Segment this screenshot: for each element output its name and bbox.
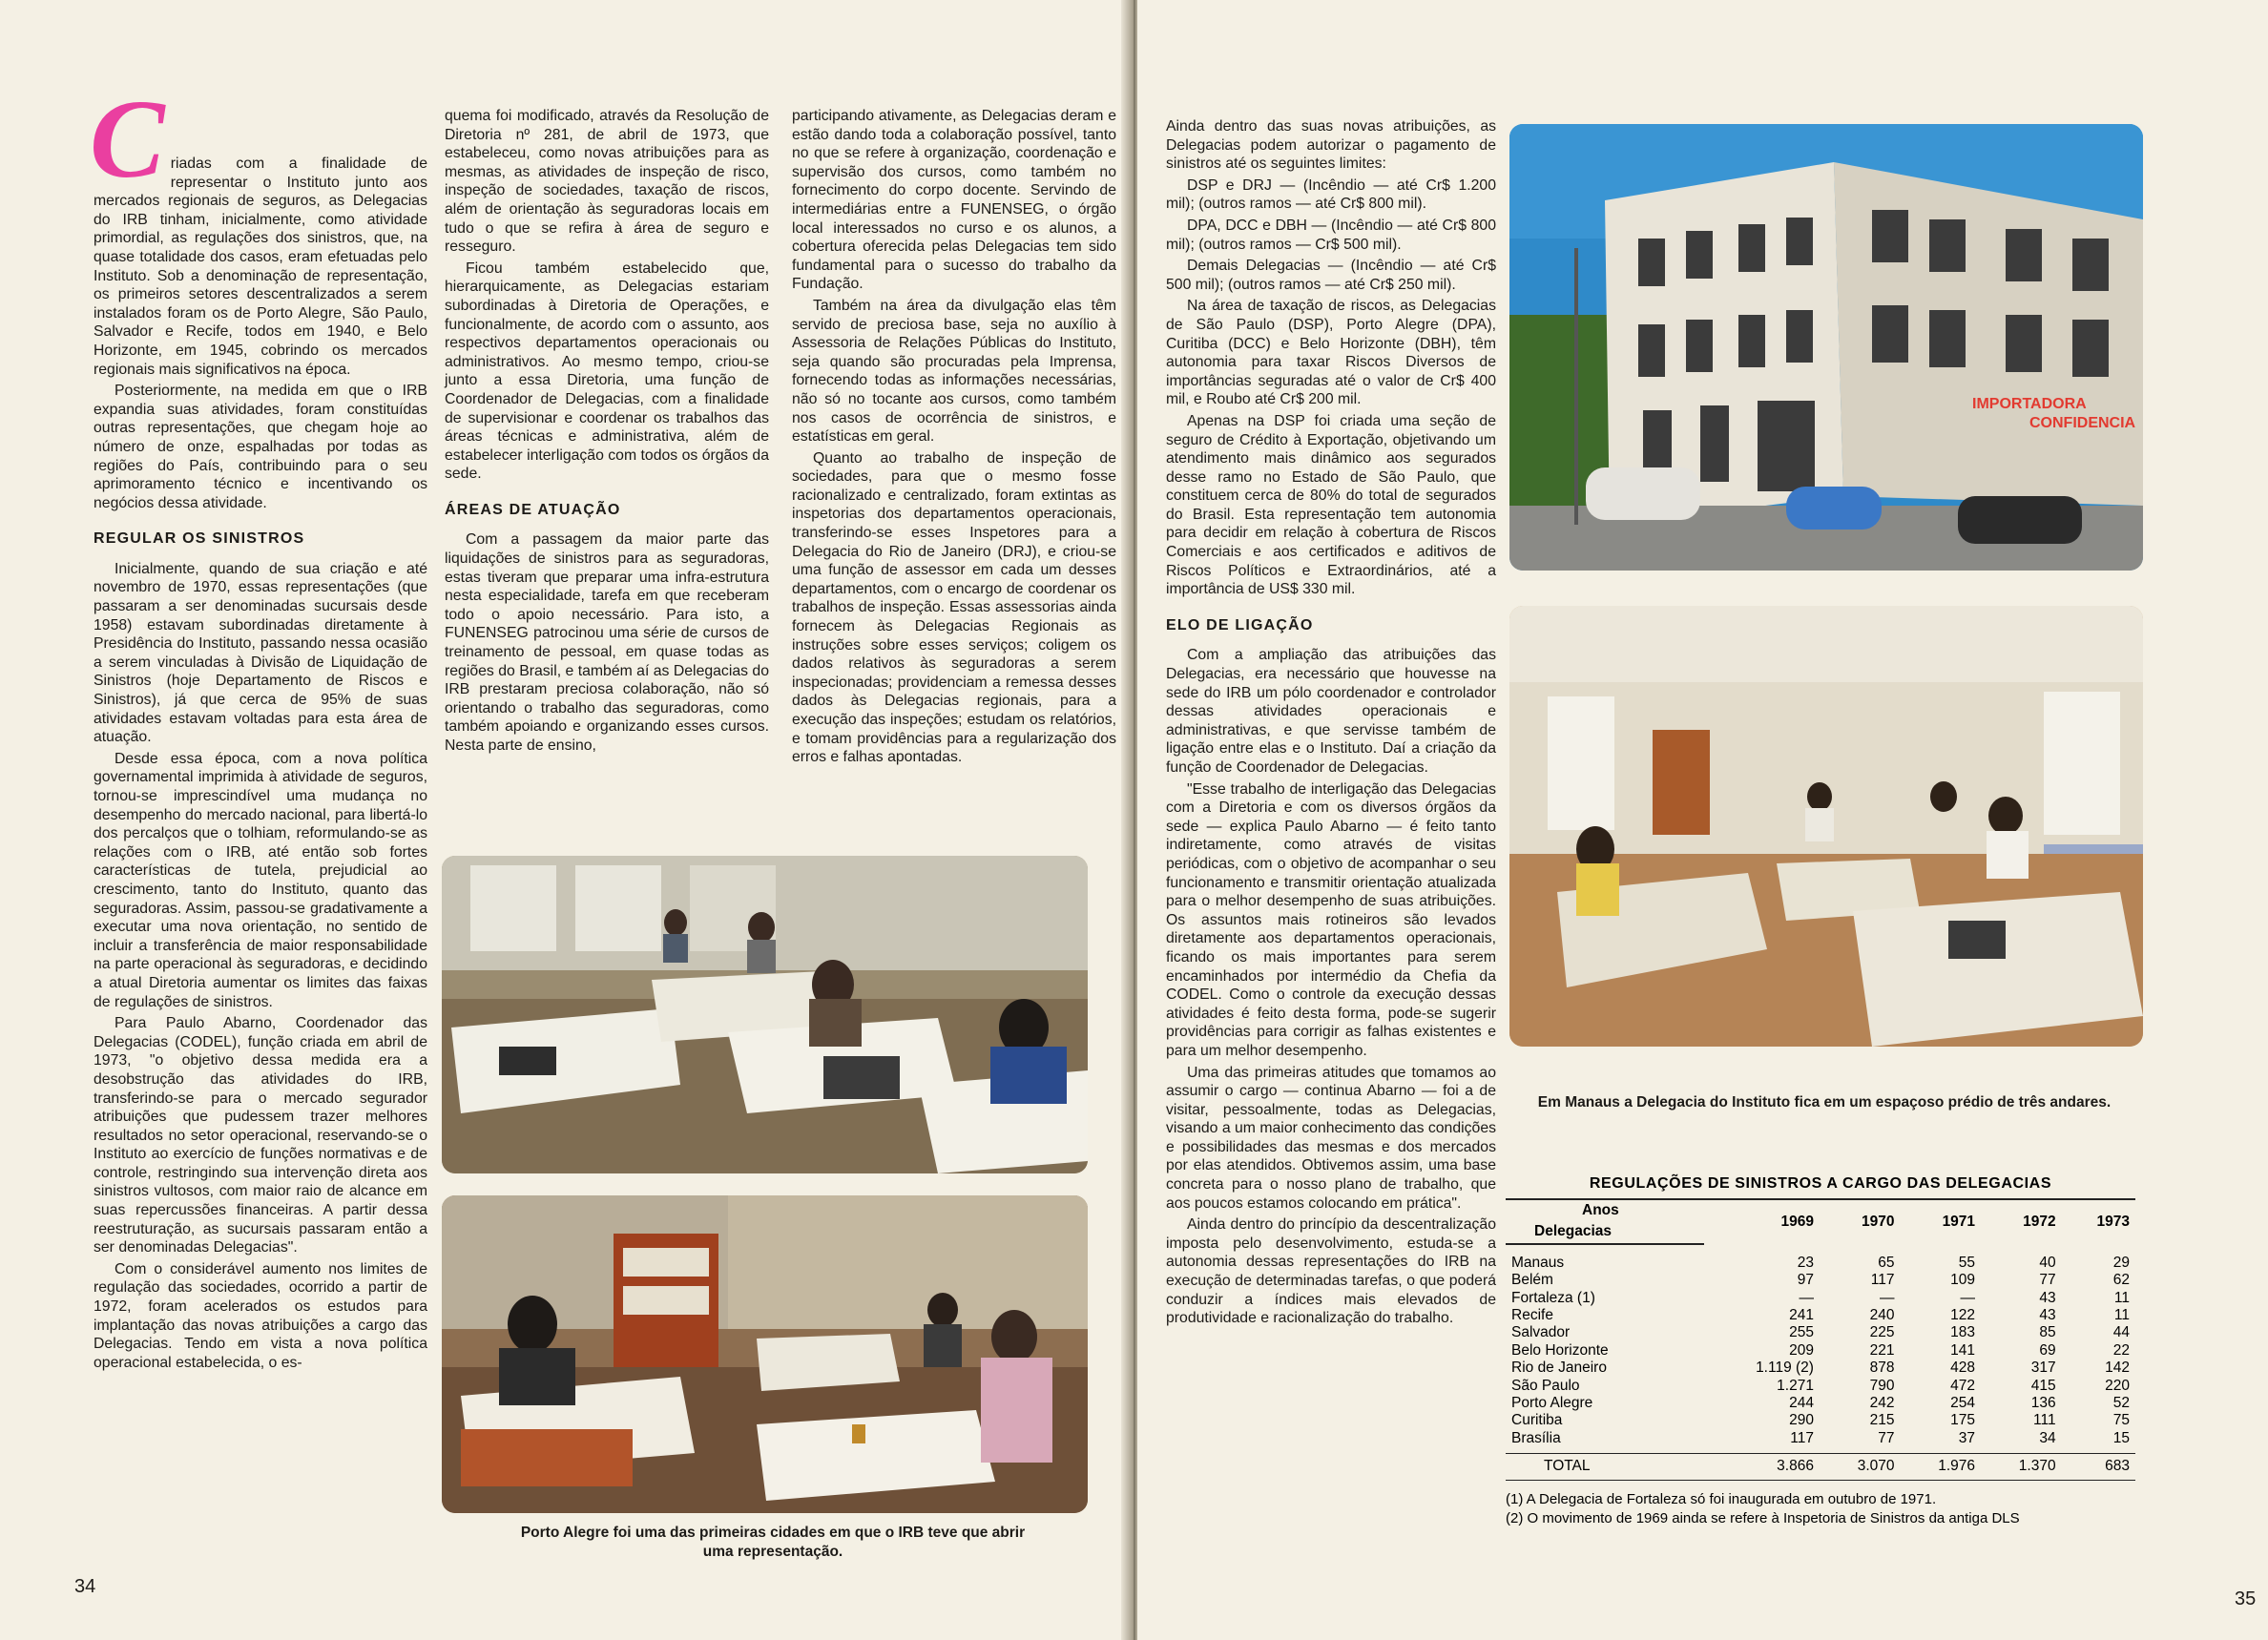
table-cell: 117 bbox=[1870, 1272, 1895, 1289]
table-cell: 175 bbox=[1950, 1412, 1976, 1429]
paragraph: Inicialmente, quando de sua criação e até novembro de 1970, essas representações (que passaram a ser denominadas sucursais desde 1958) estavam subordinadas diretamente à Presidência do Instituto, passando nessa ocasião a serem vinculadas à Divisão de Liquidação de Sinistros (hoje Departamento de Riscos e Sinistros), já que cerca de 95% de suas atividades estavam voltadas para esta área de atuação. bbox=[94, 560, 427, 746]
table-row bbox=[1506, 1395, 2135, 1412]
paragraph: Ainda dentro das suas novas atribuições, as Delegacias podem autorizar o pagamento de sinistros até os seguintes limites: bbox=[1166, 118, 1496, 173]
table-title: REGULAÇÕES DE SINISTROS A CARGO DAS DELEGACIAS bbox=[1589, 1175, 2052, 1192]
section-heading: ELO DE LIGAÇÃO bbox=[1166, 616, 1314, 633]
row-label: Recife bbox=[1511, 1307, 1553, 1324]
table-row bbox=[1506, 1324, 2135, 1341]
table-cell: 141 bbox=[1950, 1341, 1976, 1359]
table-cell: 241 bbox=[1789, 1307, 1814, 1324]
year-header: 1972 bbox=[1981, 1199, 2062, 1244]
table-row bbox=[1506, 1290, 2135, 1307]
right-column-1 bbox=[1166, 117, 1496, 1331]
left-column-1 bbox=[90, 76, 427, 1375]
paragraph: Para Paulo Abarno, Coordenador das Delegacias (CODEL), função criada em abril de 1973, "o objetivo dessa medida era a desobstrução das atividades do IRB, transferindo-se para o mercado segurador atribuições que pudessem trazer melhores resultados no setor operacional, reservando-se o Instituto ao exercício de funções normativas e de controle, restringindo sua intervenção direta aos sinistros vultosos, com maior raio de alcance em suas repercussões financeiras. A partir dessa reestruturação, as sucursais passaram então a ser denominadas Delegacias". bbox=[94, 1015, 427, 1256]
table-cell: 117 bbox=[1790, 1429, 1814, 1446]
table-cell: 62 bbox=[2112, 1272, 2130, 1289]
table-cell: 69 bbox=[2039, 1341, 2056, 1359]
paragraph: Ainda dentro do princípio da descentralização imposta pelo desenvolvimento, estuda-se a autonomia dessas representações do IRB na execução de determinadas tarefas, o que poderá conduzir a índices mais elevados de produtividade e racionalização do trabalho. bbox=[1166, 1216, 1496, 1327]
building-sign: CONFIDENCIA bbox=[2029, 415, 2136, 431]
paragraph: Ficou também estabelecido que, hierarquicamente, as Delegacias estariam subordinadas à Diretoria de Operações, e funcionalmente, de acordo com o assunto, aos respectivos departamentos operacionais ou administrativos. Ao mesmo tempo, criou-se junto a essa Diretoria, uma função de Coordenador de Delegacias, com a finalidade de supervisionar e coordenar os trabalhos das áreas técnicas e administrativa, além de estabelecer interligação com todos os órgãos da sede. bbox=[445, 259, 769, 483]
table-cell: 23 bbox=[1797, 1254, 1814, 1271]
building-sign: IMPORTADORA bbox=[1972, 396, 2087, 412]
paragraph: participando ativamente, as Delegacias deram e estão dando toda a colaboração possível, tanto no que se refere à organização, coordenação e supervisão dos cursos, como também no fornecimento do corpo docente. Servindo de intermediárias entre a FUNENSEG, o órgão local interessados no curso e os alunos, a cobertura oferecida pelas Delegacias tem sido fundamental para o sucesso do trabalho da Fundação. bbox=[792, 108, 1116, 293]
left-column-2 bbox=[445, 107, 769, 758]
table-cell: — bbox=[1880, 1289, 1895, 1306]
building-photo bbox=[1509, 124, 2143, 571]
paragraph: Também na área da divulgação elas têm servido de preciosa base, seja no auxílio à Assessoria de Relações Públicas do Instituto, seja quando são procuradas pela Imprensa, fornecendo todas as informações necessárias, não só no tocante aos cursos, como também nos casos de ocorrência de sinistros, e estatísticas em geral. bbox=[792, 297, 1116, 446]
table-row bbox=[1506, 1255, 2135, 1272]
paragraph: Com o considerável aumento nos limites de regulação das sociedades, ocorrido a partir de 1972, foram acelerados os estudos para implantação das novas atribuições a cargo das Delegacias. Tendo em vista a nova política operacional estabelecida, o es- bbox=[94, 1260, 427, 1371]
regulations-table-block bbox=[1506, 1175, 2135, 1528]
table-cell: 111 bbox=[2033, 1412, 2056, 1429]
table-cell: 142 bbox=[2105, 1360, 2130, 1377]
table-cell: 221 bbox=[1869, 1341, 1895, 1359]
table-cell: 65 bbox=[1878, 1254, 1895, 1271]
row-label: Salvador bbox=[1511, 1324, 1571, 1341]
year-header: 1973 bbox=[2062, 1199, 2135, 1244]
row-label: Brasília bbox=[1511, 1429, 1561, 1446]
footnote: (2) O movimento de 1969 ainda se refere à Inspetoria de Sinistros da antiga DLS bbox=[1506, 1509, 2020, 1526]
total-label: TOTAL bbox=[1506, 1454, 1704, 1480]
table-cell: 244 bbox=[1789, 1395, 1814, 1412]
table-cell: 255 bbox=[1789, 1324, 1814, 1341]
table-cell: 34 bbox=[2039, 1429, 2056, 1446]
table-cell: 215 bbox=[1869, 1412, 1895, 1429]
table-cell: 75 bbox=[2112, 1412, 2130, 1429]
table-cell: 85 bbox=[2039, 1324, 2056, 1341]
office-photo-1 bbox=[442, 856, 1088, 1173]
limit-item: DPA, DCC e DBH — (Incêndio — até Cr$ 800 mil); (outros ramos — Cr$ 500 mil). bbox=[1166, 217, 1496, 253]
regulations-table bbox=[1506, 1198, 2135, 1481]
paragraph: riadas com a finalidade de representar o Instituto junto aos mercados regionais de seguros, as Delegacias do IRB tinham, inicialmente, como atividade primordial, as regulações dos sinistros, que, na quase totalidade dos casos, eram efetuadas pelo Instituto. Sob a denominação de representação, os primeiros setores descentralizados a serem instalados foram os de Porto Alegre, São Paulo, Salvador e Recife, todos em 1940, e Belo Horizonte, em 1945, cobrindo os mercados regionais mais significativos na época. bbox=[94, 156, 427, 378]
table-row bbox=[1506, 1342, 2135, 1360]
table-cell: 44 bbox=[2112, 1324, 2130, 1341]
table-cell: 428 bbox=[1950, 1360, 1976, 1377]
office-interior-photo bbox=[1509, 606, 2143, 1047]
table-cell: 317 bbox=[2030, 1360, 2056, 1377]
table-cell: 183 bbox=[1950, 1324, 1976, 1341]
year-header: 1971 bbox=[1901, 1199, 1982, 1244]
table-cell: — bbox=[1960, 1289, 1976, 1306]
table-total-row bbox=[1506, 1454, 2135, 1480]
table-cell: 43 bbox=[2039, 1307, 2056, 1324]
row-label: Belém bbox=[1511, 1272, 1553, 1289]
table-cell: 55 bbox=[1958, 1254, 1976, 1271]
left-page bbox=[0, 0, 1131, 1640]
table-row bbox=[1506, 1272, 2135, 1289]
table-cell: 11 bbox=[2113, 1307, 2130, 1324]
table-cell: 11 bbox=[2113, 1289, 2130, 1306]
left-column-3 bbox=[792, 107, 1116, 770]
paragraph: Uma das primeiras atitudes que tomamos ao assumir o cargo — continua Abarno — foi a de visitar, pessoalmente, todas as Delegacias, visando a um maior conhecimento das condições e possibilidades das mesmas e dos mercados por elas atendidos. Obtivemos assim, uma base concreta para o nosso plano de trabalho, que aos poucos estamos colocando em prática". bbox=[1166, 1064, 1496, 1212]
table-row bbox=[1506, 1430, 2135, 1447]
table-cell: 254 bbox=[1950, 1395, 1976, 1412]
table-cell: 97 bbox=[1797, 1272, 1814, 1289]
row-label: Curitiba bbox=[1511, 1412, 1563, 1429]
table-row bbox=[1506, 1412, 2135, 1429]
paragraph: "Esse trabalho de interligação das Delegacias com a Diretoria e com os diversos órgãos da sede — explica Paulo Abarno — é feito tanto indiretamente, como através de visitas periódicas, com o objetivo de acompanhar o seu funcionamento e transmitir orientação atualizada para o melhor desempenho de suas atribuições. Os assuntos mais rotineiros são levados diretamente aos departamentos operacionais, ficando os mais importantes para serem encaminhados por intermédio da Chefia da CODEL. Como o controle da execução dessas atividades é feito desta forma, pode-se sugerir providências para corrigir as falhas existentes e para um melhor desempenho. bbox=[1166, 780, 1496, 1059]
table-cell: 1.119 (2) bbox=[1756, 1360, 1814, 1377]
table-cell: 240 bbox=[1869, 1307, 1895, 1324]
table-cell: 878 bbox=[1869, 1360, 1895, 1377]
table-cell: 40 bbox=[2039, 1254, 2056, 1271]
table-row bbox=[1506, 1360, 2135, 1377]
page-number: 34 bbox=[74, 1576, 96, 1597]
table-body bbox=[1506, 1244, 2135, 1454]
footnote: (1) A Delegacia de Fortaleza só foi inaugurada em outubro de 1971. bbox=[1506, 1490, 1937, 1507]
table-cell: 29 bbox=[2112, 1254, 2130, 1271]
section-heading: ÁREAS DE ATUAÇÃO bbox=[445, 501, 621, 518]
table-cell: 290 bbox=[1789, 1412, 1814, 1429]
page-number: 35 bbox=[2235, 1588, 2257, 1609]
total-cell: 1.976 bbox=[1901, 1454, 1982, 1480]
limit-item: Demais Delegacias — (Incêndio — até Cr$ 500 mil); (outros ramos — até Cr$ 250 mil). bbox=[1166, 258, 1496, 293]
row-label: Belo Horizonte bbox=[1511, 1341, 1609, 1359]
table-row bbox=[1506, 1378, 2135, 1395]
year-header: 1970 bbox=[1820, 1199, 1901, 1244]
table-row bbox=[1506, 1307, 2135, 1324]
paragraph: Desde essa época, com a nova política governamental imprimida à atividade de seguros, tornou-se imprescindível uma mudança no desempenho do mercado nacional, para libertá-lo dos percalços que o tolhiam, reformulando-se as relações com o IRB, até então sob fortes características de tutela, prejudicial ao crescimento, tanto do Instituto, quanto das seguradoras. Assim, passou-se gradativamente a executar uma nova orientação, no sentido de incluir a transferência de maior responsabilidade na parte operacional às seguradoras, e decidindo a atual Diretoria aumentar os limites das faixas de regulações de sinistros. bbox=[94, 750, 427, 1010]
paragraph: Na área de taxação de riscos, as Delegacias de São Paulo (DSP), Porto Alegre (DPA), Curitiba (DCC) e Belo Horizonte (DBH), têm autonomia para taxar Riscos Diversos de importâncias seguradas até o valor de Cr$ 400 mil, e Roubo até Cr$ 200 mil. bbox=[1166, 298, 1496, 408]
paragraph: Com a ampliação das atribuições das Delegacias, era necessário que houvesse na sede do IRB um pólo coordenador e controlador dessas atividades operacionais e administrativas, e que servisse também de ligação entre elas e o Instituto. Daí a criação da função de Coordenador de Delegacias. bbox=[1166, 647, 1496, 776]
row-label: Manaus bbox=[1511, 1254, 1565, 1271]
row-label: Fortaleza (1) bbox=[1511, 1289, 1595, 1306]
table-cell: 22 bbox=[2112, 1341, 2130, 1359]
table-cell: 77 bbox=[2039, 1272, 2056, 1289]
table-cell: 415 bbox=[2030, 1377, 2056, 1394]
table-cell: 209 bbox=[1789, 1341, 1814, 1359]
total-cell: 3.070 bbox=[1820, 1454, 1901, 1480]
row-label: Porto Alegre bbox=[1511, 1395, 1593, 1412]
year-header: 1969 bbox=[1704, 1199, 1820, 1244]
table-cell: 220 bbox=[2105, 1377, 2130, 1394]
table-cell: 109 bbox=[1950, 1272, 1976, 1289]
corner-years-label: Anos bbox=[1506, 1199, 1704, 1221]
table-cell: 136 bbox=[2030, 1395, 2056, 1412]
table-notes bbox=[1506, 1490, 2135, 1528]
total-cell: 1.370 bbox=[1981, 1454, 2062, 1480]
total-cell: 683 bbox=[2062, 1454, 2135, 1480]
table-cell: 472 bbox=[1950, 1377, 1976, 1394]
corner-delegacias-label: Delegacias bbox=[1506, 1221, 1704, 1243]
paragraph: Posteriormente, na medida em que o IRB expandia suas atividades, foram constituídas outras representações, que chegam hoje ao número de onze, espalhadas por todas as regiões do País, contribuindo para o seu aprimoramento técnico e incentivando os negócios dessa atividade. bbox=[94, 383, 427, 511]
drop-cap: C bbox=[90, 76, 165, 201]
limit-item: DSP e DRJ — (Incêndio — até Cr$ 1.200 mil); (outros ramos — até Cr$ 800 mil). bbox=[1166, 176, 1496, 213]
table-cell: 15 bbox=[2112, 1429, 2130, 1446]
paragraph: Apenas na DSP foi criada uma seção de seguro de Crédito à Exportação, objetivando um atendimento mais dinâmico aos segurados desse ramo no Estado de São Paulo, que constituem cerca de 80% do total de segurados do Brasil. Esta representação tem autonomia para decidir em relação à cobertura de Riscos Comerciais e aos certificados e aditivos de Riscos Políticos e Extraordinários, até a importância de US$ 330 mil. bbox=[1166, 412, 1496, 598]
right-photo-caption: Em Manaus a Delegacia do Instituto fica em um espaçoso prédio de três andares. bbox=[1537, 1094, 2112, 1111]
table-cell: 790 bbox=[1869, 1377, 1895, 1394]
table-cell: 242 bbox=[1869, 1395, 1895, 1412]
table-cell: 52 bbox=[2112, 1395, 2130, 1412]
table-cell: 122 bbox=[1950, 1307, 1976, 1324]
section-heading: REGULAR OS SINISTROS bbox=[94, 530, 305, 548]
paragraph: Com a passagem da maior parte das liquidações de sinistros para as seguradoras, estas tiveram que preparar uma infra-estrutura nesta especialidade, tarefa em que receberam todo o apoio necessário. Para isto, a FUNENSEG patrocinou uma série de cursos de treinamento de pessoal, em quase todas as regiões do Brasil, e também aí as Delegacias do IRB prestaram preciosa colaboração, não só orientando o trabalho das seguradoras, como também apoiando e organizando esses cursos. Nesta parte de ensino, bbox=[445, 531, 769, 754]
table-cell: 43 bbox=[2039, 1289, 2056, 1306]
office-photo-2 bbox=[442, 1195, 1088, 1513]
table-cell: 1.271 bbox=[1777, 1377, 1814, 1394]
row-label: Rio de Janeiro bbox=[1511, 1360, 1607, 1377]
table-cell: 77 bbox=[1878, 1429, 1895, 1446]
table-cell: 37 bbox=[1958, 1429, 1976, 1446]
paragraph: Quanto ao trabalho de inspeção de sociedades, para que o mesmo fosse racionalizado e centralizado, foram extintas as inspetorias dos departamentos operacionais, transferindo-se esses Inspetores para a Delegacia do Rio de Janeiro (DRJ), e criou-se uma função de assessor em cada um desses departamentos, com o encargo de coordenar os trabalhos de inspeção. Essas assessorias ainda fornecem às Delegacias Regionais as instruções sobre esses serviços; coligem os dados relativos às seguradoras a serem inspecionadas; providenciam a remessa desses dados às Delegacias regionais, para a execução das inspeções; estudam os relatórios, e tomam providências para a regularização dos erros e falhas apontadas. bbox=[792, 449, 1116, 766]
table-cell: — bbox=[1799, 1289, 1814, 1306]
table-cell: 225 bbox=[1869, 1324, 1895, 1341]
left-photo-caption: Porto Alegre foi uma das primeiras cidades em que o IRB teve que abrir uma representação. bbox=[520, 1525, 1026, 1560]
paragraph: quema foi modificado, através da Resolução de Diretoria nº 281, de abril de 1973, que estabeleceu, como novas atribuições para as mesmas, as atividades de inspeção de risco, inspeção de sociedades, taxação de riscos, além de orientação às seguradoras locais em tudo o que se refira à área de seguro e resseguro. bbox=[445, 108, 769, 256]
row-label: São Paulo bbox=[1511, 1377, 1580, 1394]
total-cell: 3.866 bbox=[1704, 1454, 1820, 1480]
